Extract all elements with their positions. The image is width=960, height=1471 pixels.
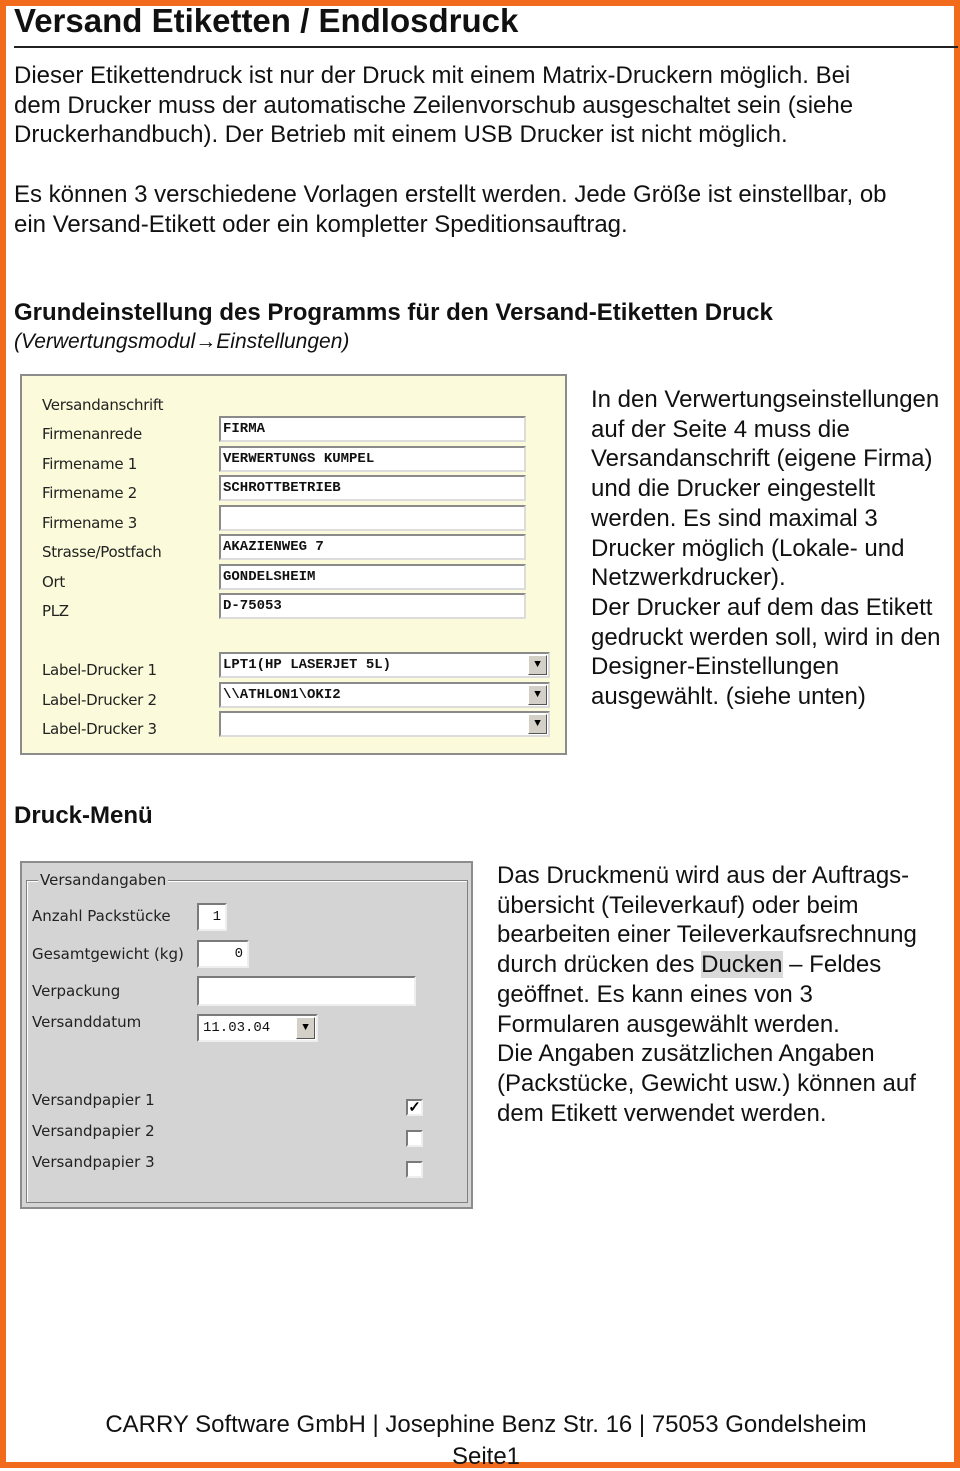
desc-line: auf der Seite 4 muss die: [591, 415, 850, 443]
field-label: Firmenanrede: [42, 425, 142, 443]
label-drucker2-select[interactable]: [219, 682, 550, 708]
versandpapier1-checkbox[interactable]: [406, 1099, 423, 1116]
desc-line: Das Druckmenü wird aus der Auftrags-: [497, 862, 910, 889]
label-drucker1-select[interactable]: [219, 652, 550, 678]
field-label: Firmename 3: [42, 514, 137, 532]
versandpapier3-label: Versandpapier 3: [32, 1153, 155, 1171]
select-value: LPT1(HP LASERJET 5L): [223, 657, 392, 673]
desc-line: (Packstücke, Gewicht usw.) können auf: [497, 1069, 916, 1097]
druck-menu-panel: [20, 861, 473, 1209]
field-label: Label-Drucker 2: [42, 691, 157, 709]
intro-paragraph: [14, 61, 958, 150]
packstuecke-input[interactable]: 1: [197, 903, 227, 931]
chevron-down-icon[interactable]: ▼: [296, 1017, 315, 1039]
ort-input[interactable]: GONDELSHEIM: [219, 564, 526, 590]
desc-line: und die Drucker eingestellt: [591, 475, 876, 503]
intro2-line: ein Versand-Etikett oder ein kompletter Speditionsauftrag.: [14, 210, 628, 238]
verpackung-label: Verpackung: [32, 982, 121, 1000]
plz-input[interactable]: D-75053: [219, 593, 526, 619]
section1-subheading: (Verwertungsmodul→Einstellungen): [14, 330, 350, 353]
footer-address: CARRY Software GmbH | Josephine Benz Str. 16 | 75053 Gondelsheim: [105, 1411, 867, 1438]
versandpapier1-label: Versandpapier 1: [32, 1091, 155, 1109]
group-legend: Versandangaben: [40, 871, 167, 889]
gewicht-label: Gesamtgewicht (kg): [32, 945, 184, 963]
field-label: PLZ: [42, 602, 69, 620]
desc-line: In den Verwertungseinstellungen: [591, 386, 940, 413]
chevron-down-icon[interactable]: ▼: [528, 655, 547, 675]
desc-text: – Feldes: [782, 951, 882, 979]
firmename3-input[interactable]: [219, 505, 526, 531]
title-divider: [14, 46, 958, 48]
section2-heading: Druck-Menü: [14, 802, 153, 829]
settings-panel: [20, 374, 567, 755]
intro2-paragraph: [14, 180, 958, 239]
druck-description: [497, 861, 960, 1128]
field-label: Label-Drucker 1: [42, 661, 157, 679]
intro-line: dem Drucker muss der automatische Zeilenvorschub ausgeschaltet sein (siehe: [14, 91, 854, 119]
desc-line: bearbeiten einer Teileverkaufsrechnung: [497, 921, 917, 949]
desc-line: übersicht (Teileverkauf) oder beim: [497, 891, 859, 919]
group-label-versandanschrift: Versandanschrift: [42, 396, 164, 414]
checkmark-icon: ✓: [408, 1099, 421, 1116]
footer-page-number: Seite1: [451, 1443, 521, 1470]
select-value: \\ATHLON1\OKI2: [223, 687, 341, 703]
versanddatum-select[interactable]: [197, 1014, 318, 1042]
desc-line: Netzwerkdrucker).: [591, 564, 786, 592]
versandpapier2-label: Versandpapier 2: [32, 1122, 155, 1140]
versandpapier3-checkbox[interactable]: [406, 1161, 423, 1178]
label-drucker3-select[interactable]: [219, 711, 550, 737]
field-label: Label-Drucker 3: [42, 720, 157, 738]
desc-line: werden. Es sind maximal 3: [591, 504, 878, 532]
page-title: Versand Etiketten / Endlosdruck: [14, 2, 519, 39]
gewicht-input[interactable]: 0: [197, 940, 249, 968]
firmename2-input[interactable]: SCHROTTBETRIEB: [219, 475, 526, 501]
intro2-line: Es können 3 verschiedene Vorlagen erstellt werden. Jede Größe ist einstellbar, ob: [14, 181, 887, 208]
desc-line: Versandanschrift (eigene Firma): [591, 445, 933, 473]
field-label: Ort: [42, 573, 65, 591]
chevron-down-icon[interactable]: ▼: [528, 714, 547, 734]
desc-line: Drucker möglich (Lokale- und: [591, 534, 905, 562]
desc-line: [497, 950, 960, 980]
versandpapier2-checkbox[interactable]: [406, 1130, 423, 1147]
verpackung-input[interactable]: [197, 976, 416, 1006]
versanddatum-label: Versanddatum: [32, 1013, 142, 1031]
packstuecke-label: Anzahl Packstücke: [32, 907, 171, 925]
field-label: Strasse/Postfach: [42, 543, 162, 561]
desc-line: dem Etikett verwendet werden.: [497, 1099, 827, 1127]
desc-line: gedruckt werden soll, wird in den: [591, 623, 941, 651]
field-label: Firmename 2: [42, 484, 137, 502]
firmenanrede-input[interactable]: FIRMA: [219, 416, 526, 442]
desc-line: ausgewählt. (siehe unten): [591, 683, 866, 711]
desc-line: Designer-Einstellungen: [591, 653, 840, 681]
chevron-down-icon[interactable]: ▼: [528, 685, 547, 705]
desc-line: Die Angaben zusätzlichen Angaben: [497, 1040, 875, 1068]
desc-line: Formularen ausgewählt werden.: [497, 1010, 840, 1038]
section1-heading: Grundeinstellung des Programms für den Versand-Etiketten Druck: [14, 299, 773, 326]
desc-line: Der Drucker auf dem das Etikett: [591, 593, 933, 621]
date-value: 11.03.04: [203, 1020, 271, 1036]
highlighted-term: Ducken: [701, 951, 783, 979]
intro-line: Druckerhandbuch). Der Betrieb mit einem USB Drucker ist nicht möglich.: [14, 121, 788, 149]
desc-text: durch drücken des: [497, 951, 702, 979]
field-label: Firmename 1: [42, 455, 137, 473]
strasse-input[interactable]: AKAZIENWEG 7: [219, 534, 526, 560]
firmename1-input[interactable]: VERWERTUNGS KUMPEL: [219, 446, 526, 472]
desc-line: geöffnet. Es kann eines von 3: [497, 980, 813, 1008]
settings-description: [591, 385, 960, 712]
intro-line: Dieser Etikettendruck ist nur der Druck mit einem Matrix-Druckern möglich. Bei: [14, 62, 851, 89]
